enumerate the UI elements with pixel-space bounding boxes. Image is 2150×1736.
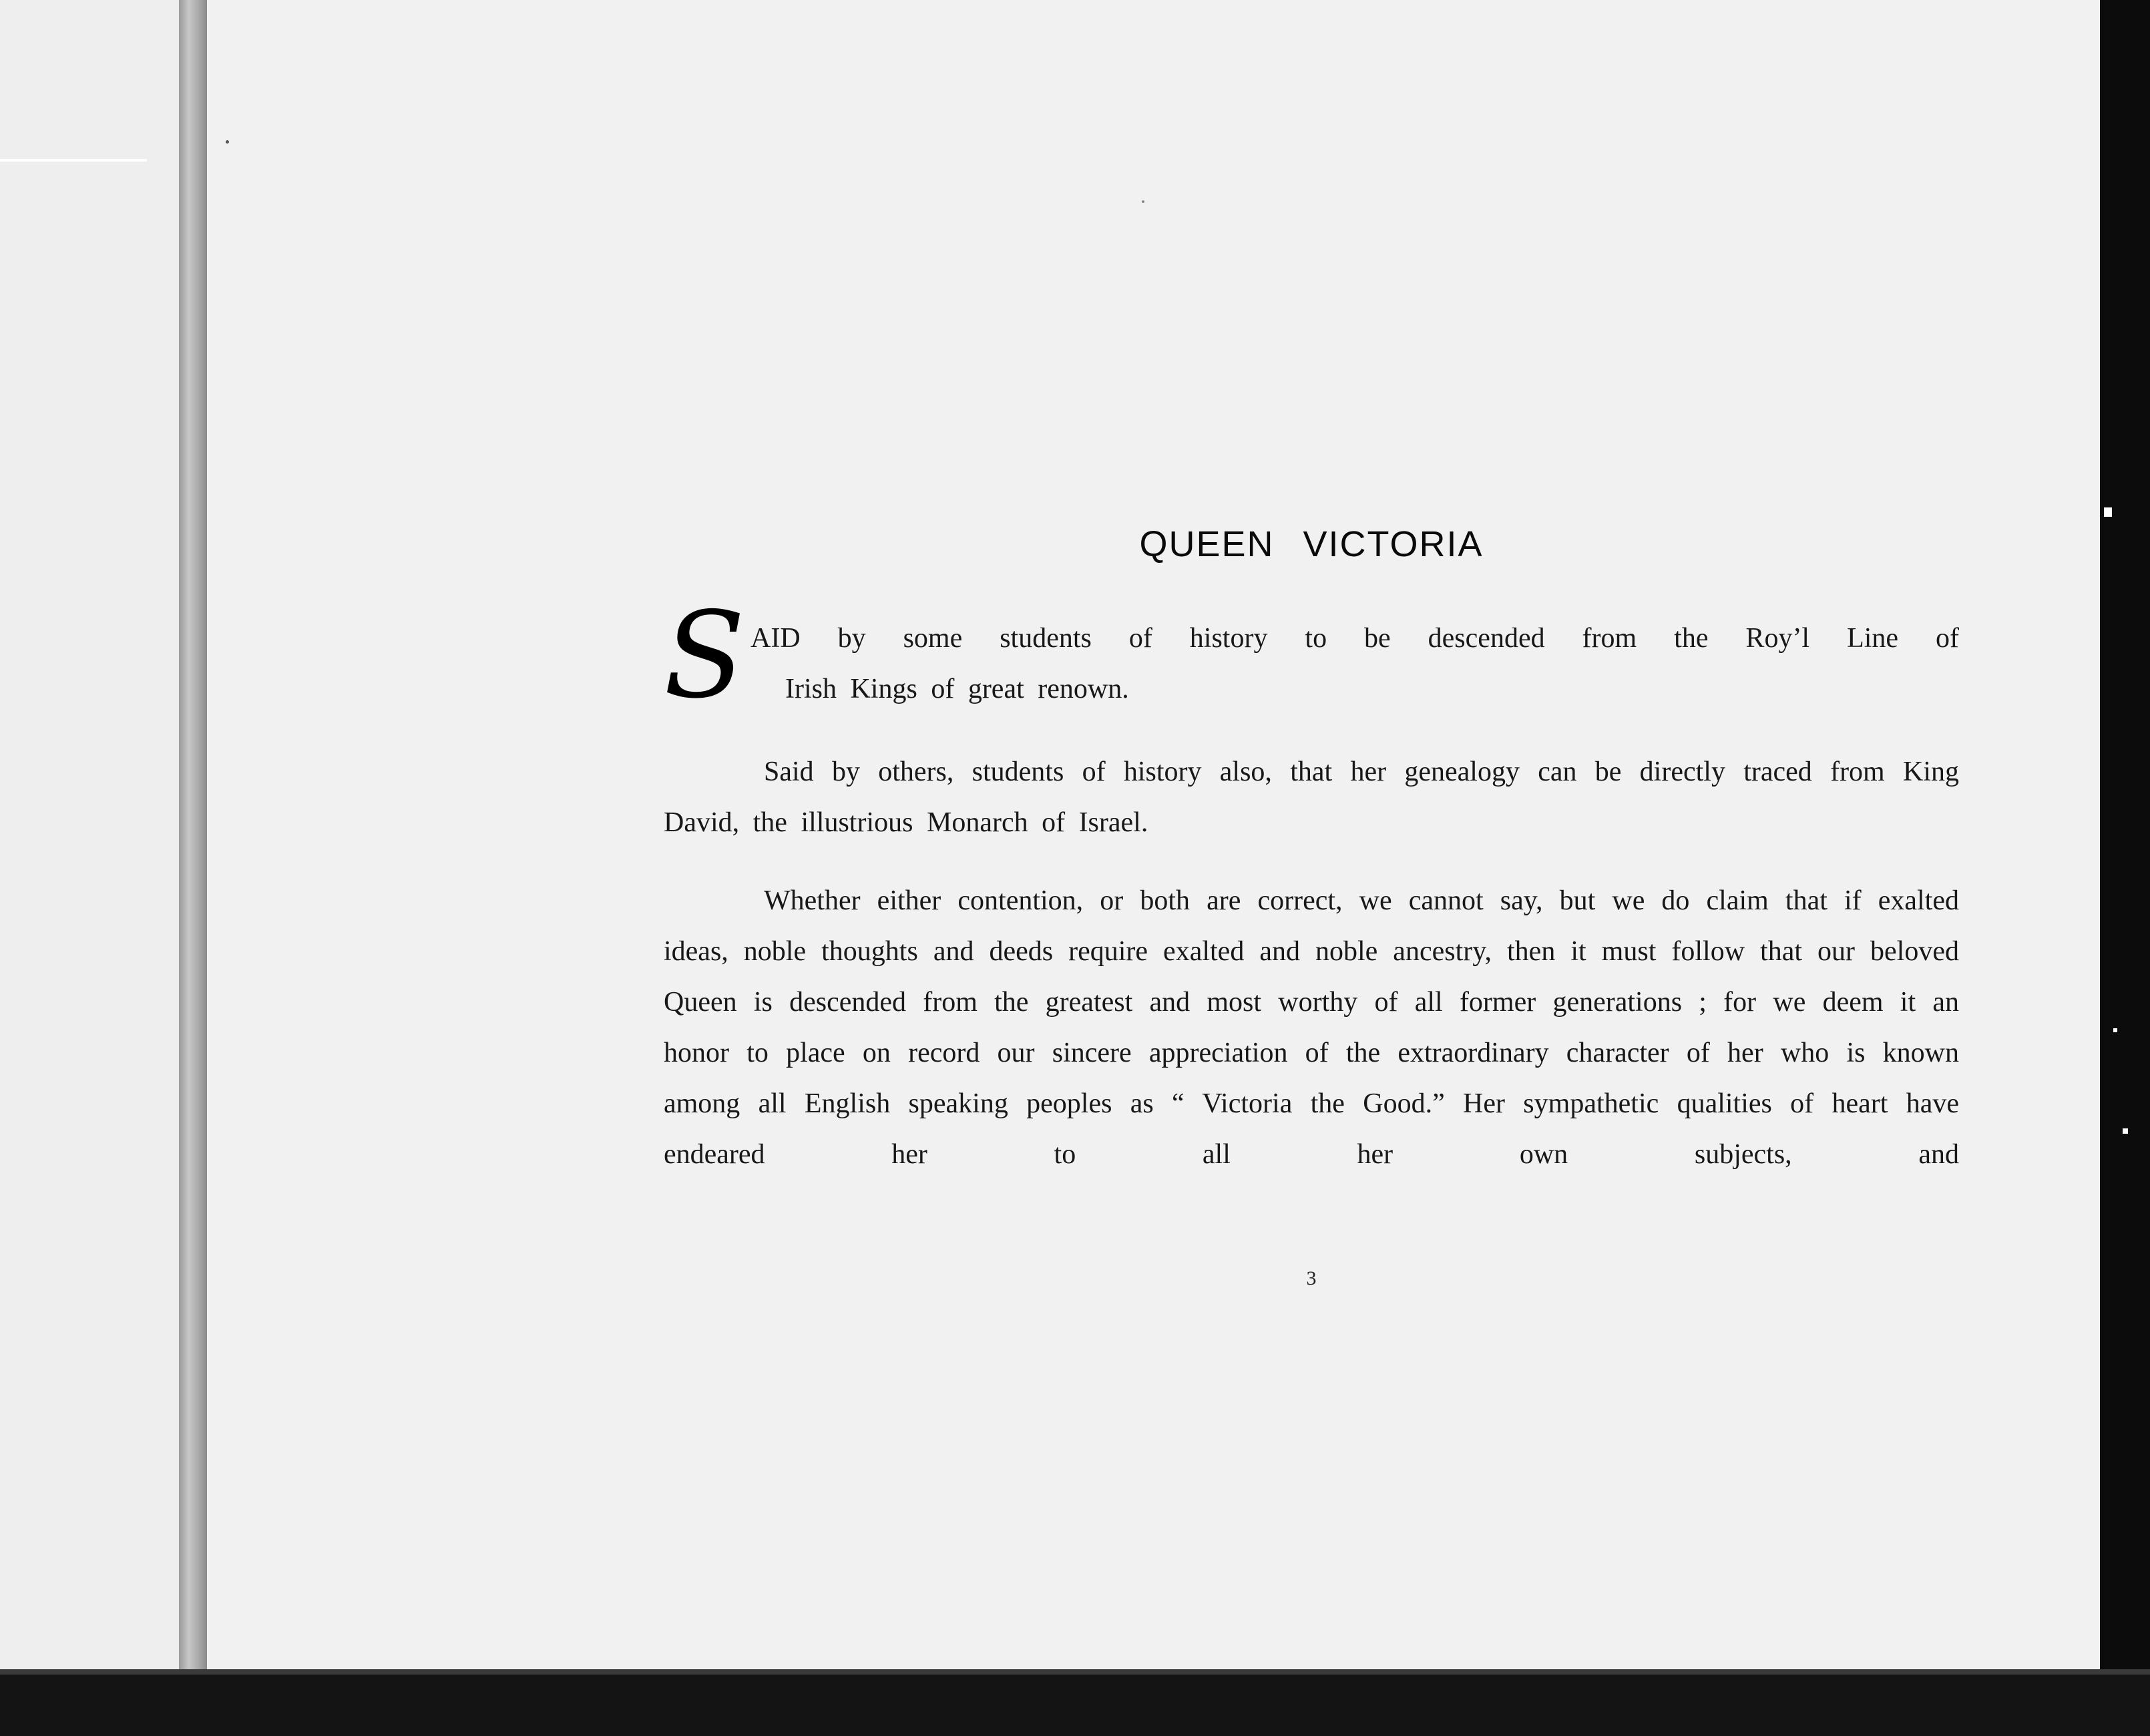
page-bottom-edge	[0, 1669, 2150, 1675]
paragraph-1-line-1: AID by some students of history to be descended from the Roy’l Line of	[750, 623, 1959, 654]
paragraph-2: Said by others, students of history also, that her genealogy can be directly traced from King David, the illustrious Monarch of Israel.	[664, 756, 1959, 838]
book-binding-gutter	[179, 0, 207, 1676]
book-page	[207, 0, 2100, 1669]
paragraph-1-line-2: Irish Kings of great renown.	[785, 674, 1129, 704]
frame-nick	[2113, 1028, 2117, 1032]
drop-cap-letter: S	[664, 586, 745, 724]
frame-nick	[2104, 507, 2112, 517]
facing-page-edge	[0, 0, 179, 1683]
scan-frame-right	[2100, 0, 2150, 1736]
scan-frame-bottom	[0, 1669, 2150, 1736]
paragraph-1	[664, 613, 1959, 714]
page-text-block	[664, 0, 1959, 1669]
facing-page-mark	[0, 159, 147, 162]
page-title: QUEEN VICTORIA	[1139, 524, 1484, 565]
paragraph-3: Whether either contention, or both are correct, we cannot say, but we do claim that if exalted ideas, noble thoughts and deeds require exalted and noble ancestry, then it must follow that our beloved Queen is descended from the greatest and most worthy of all former generations ; for we deem it an honor to place on record our sincere appreciation of the extraordinary character of her who is known among all English speaking peoples as “ Victoria the Good.” Her sympathetic qualities of heart have endeared her to all her own subjects, and	[664, 885, 1959, 1170]
frame-nick	[2123, 1128, 2128, 1134]
page-number: 3	[1306, 1267, 1317, 1289]
paper-speck	[1142, 200, 1144, 203]
paper-speck	[226, 140, 229, 144]
